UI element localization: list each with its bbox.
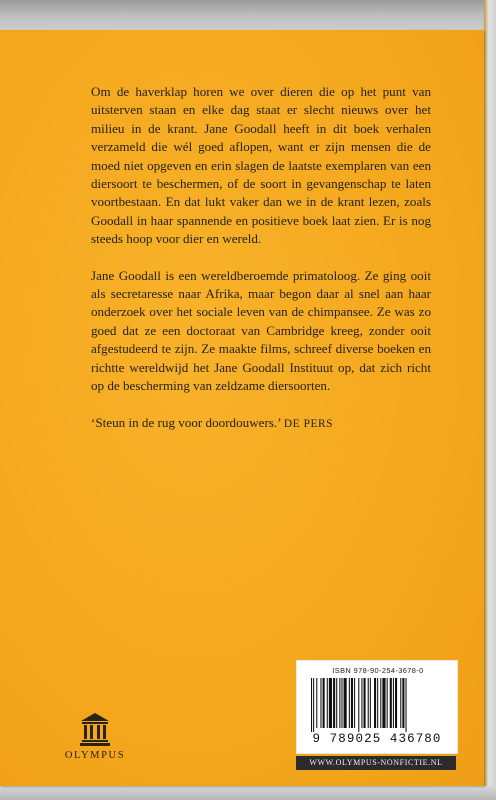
isbn-text: ISBN 978-90-254-3678-0 — [332, 666, 424, 675]
temple-icon — [80, 712, 110, 746]
page-edge-bottom — [0, 786, 496, 800]
press-quote — [91, 414, 431, 433]
website-label: WWW.OLYMPUS-NONFICTIE.NL — [296, 756, 456, 770]
blurb-text — [91, 83, 431, 451]
barcode-panel — [296, 660, 458, 754]
barcode-digits: 9 789025 436780 — [312, 732, 442, 746]
blurb-paragraph-1: Om de haverklap horen we over dieren die op het punt van uitsterven staan en elke dag staat er slecht nieuws over het milieu in de krant. Jane Goodall heeft in dit boek verhalen verzameld die wél goed aflopen, want er zijn mensen die de moed niet opgeven en erin slagen de laatste exemplaren van een diersoort te beschermen, of de soort in gevangenschap te laten voortbestaan. En dat lukt vaker dan we in de krant lezen, zoals Goodall in haar spannende en positieve boek laat zien. Er is nog steeds hoop voor dier en wereld. — [91, 84, 431, 247]
barcode-icon — [311, 678, 443, 732]
publisher-name: OLYMPUS — [64, 750, 126, 761]
quote-source: DE PERS — [283, 417, 334, 430]
publisher-logo — [60, 712, 130, 761]
quote-text: ‘Steun in de rug voor doordouwers.’ — [91, 414, 281, 430]
page-edge-right — [484, 0, 496, 800]
blurb-paragraph-2: Jane Goodall is een wereldberoemde primatoloog. Ze ging ooit als secretaresse naar Afrika, maar begon daar al snel aan haar onderzoek over het sociale leven van de chimpansee. Ze was zo goed dat ze een doctoraat van Cambridge kreeg, zonder ooit afgestudeerd te zijn. Ze maakte films, schreef diverse boeken en richtte wereldwijd het Jane Goodall Instituut op, dat zich richt op de bescherming van zeldzame diersoorten. — [91, 267, 431, 394]
